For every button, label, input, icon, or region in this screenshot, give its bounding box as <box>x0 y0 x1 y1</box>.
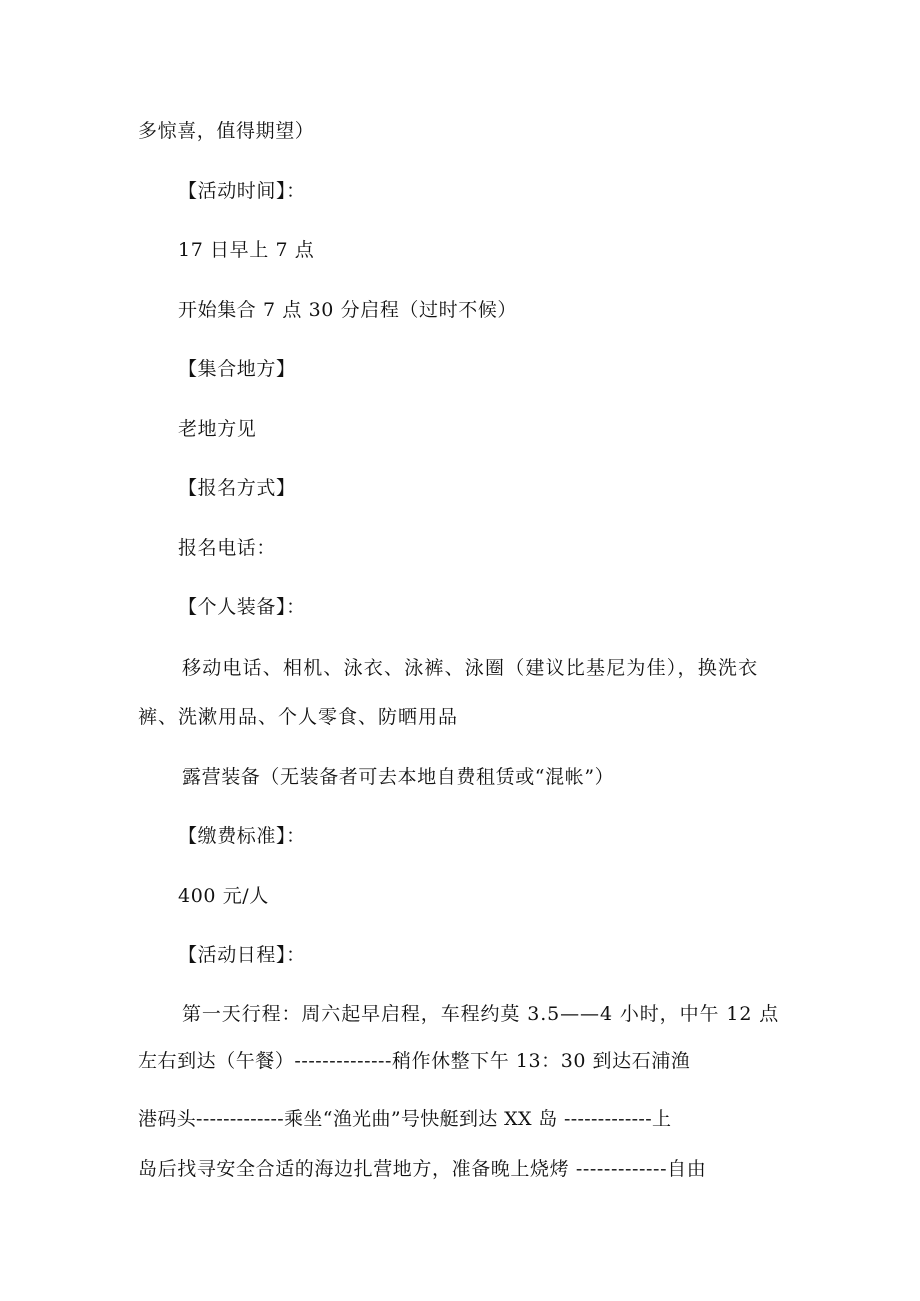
section-heading-fee: 【缴费标准】： <box>178 825 306 847</box>
text-line-schedule-1: 第一天行程：周六起早启程，车程约莫 3.5——4 小时，中午 12 点 <box>182 1003 780 1025</box>
section-heading-equipment: 【个人装备】： <box>178 596 306 618</box>
text-line-signup-phone: 报名电话： <box>178 537 277 559</box>
text-line-equipment-2: 裤、洗漱用品、个人零食、防晒用品 <box>138 706 459 728</box>
text-line-schedule-3: 港码头-------------乘坐“渔光曲”号快艇到达 XX 岛 -------------上 <box>138 1108 672 1130</box>
text-line-camping-gear: 露营装备（无装备者可去本地自费租赁或“混帐”） <box>182 766 615 788</box>
text-line-fee: 400 元/人 <box>178 885 269 907</box>
text-line-date: 17 日早上 7 点 <box>178 239 315 261</box>
text-line-schedule-2: 左右到达（午餐）--------------稍作休整下午 13：30 到达石浦渔 <box>138 1050 691 1072</box>
text-line-schedule-4: 岛后找寻安全合适的海边扎营地方，准备晚上烧烤 -------------自由 <box>138 1158 707 1180</box>
text-line-continuation: 多惊喜，值得期望） <box>138 120 315 142</box>
section-heading-meeting: 【集合地方】 <box>178 358 296 380</box>
text-line-equipment-1: 移动电话、相机、泳衣、泳裤、泳圈（建议比基尼为佳），换洗衣 <box>182 657 759 679</box>
text-line-departure: 开始集合 7 点 30 分启程（过时不候） <box>178 299 518 321</box>
section-heading-schedule: 【活动日程】： <box>178 944 306 966</box>
section-heading-signup: 【报名方式】 <box>178 477 296 499</box>
text-line-meeting-place: 老地方见 <box>178 418 257 440</box>
section-heading-time: 【活动时间】： <box>178 180 306 202</box>
